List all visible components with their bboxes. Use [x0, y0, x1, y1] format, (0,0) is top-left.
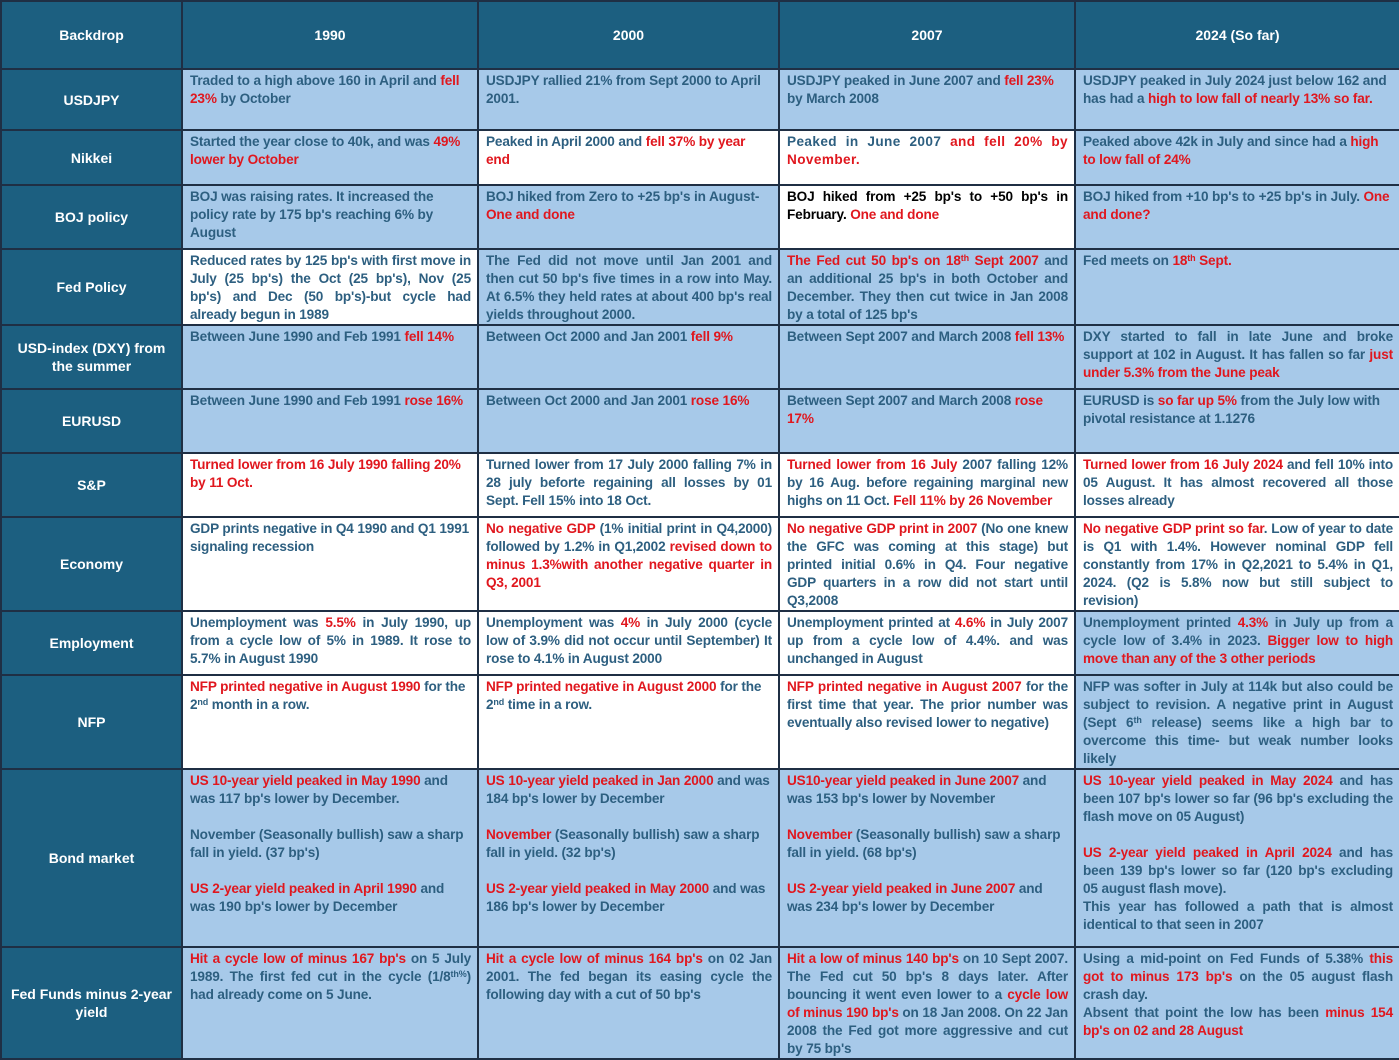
cell-nikkei-2007: Peaked in June 2007 and fell 20% by November. — [779, 130, 1075, 185]
cell-economy-2000: No negative GDP (1% initial print in Q4,2000) followed by 1.2% in Q1,2002 revised down to minus 1.3%with another negative quarter in Q3, 2001 — [478, 517, 779, 611]
cell-eurusd-2024: EURUSD is so far up 5% from the July low with pivotal resistance at 1.1276 — [1075, 389, 1399, 453]
header-1990: 1990 — [182, 1, 478, 69]
cell-ffspread-2024: Using a mid-point on Fed Funds of 5.38% this got to minus 173 bp's on the 05 august flash crash day. Absent that point the low has been minus 154 bp's on 02 and 28 August — [1075, 947, 1399, 1059]
cell-eurusd-2000: Between Oct 2000 and Jan 2001 rose 16% — [478, 389, 779, 453]
cell-employment-2007: Unemployment printed at 4.6% in July 2007 up from a cycle low of 4.4%. and was unchanged in August — [779, 611, 1075, 675]
cell-economy-2007: No negative GDP print in 2007 (No one knew the GFC was coming at this stage) but printed initial 0.6% in Q4. Four negative GDP quarters in a row did not start until Q3,2008 — [779, 517, 1075, 611]
cell-bond-2024: US 10-year yield peaked in May 2024 and has been 107 bp's lower so far (96 bp's excluding the flash move on 05 August) US 2-year yield peaked in April 2024 and has been 139 bp's lower so far (120 bp's excluding 05 august flash move). This year has followed a path that is almost identical to that seen in 2007 — [1075, 769, 1399, 947]
cell-boj-2024: BOJ hiked from +10 bp's to +25 bp's in July. One and done? — [1075, 185, 1399, 249]
header-2024: 2024 (So far) — [1075, 1, 1399, 69]
cell-eurusd-1990: Between June 1990 and Feb 1991 rose 16% — [182, 389, 478, 453]
cell-usdjpy-2024: USDJPY peaked in July 2024 just below 162 and has had a high to low fall of nearly 13% so far. — [1075, 69, 1399, 130]
cell-dxy-2007: Between Sept 2007 and March 2008 fell 13% — [779, 325, 1075, 389]
row-economy — [1, 517, 1399, 611]
cell-sp-1990: Turned lower from 16 July 1990 falling 20% by 11 Oct. — [182, 453, 478, 517]
cell-fed-2007: The Fed cut 50 bp's on 18th Sept 2007 and an additional 25 bp's in both October and December. They then cut twice in Jan 2008 by a total of 125 bp's — [779, 249, 1075, 325]
row-eurusd — [1, 389, 1399, 453]
cell-boj-1990: BOJ was raising rates. It increased the policy rate by 175 bp's reaching 6% by August — [182, 185, 478, 249]
row-label: S&P — [1, 453, 182, 517]
row-label: USD-index (DXY) from the summer — [1, 325, 182, 389]
row-bond-market — [1, 769, 1399, 947]
cell-sp-2024: Turned lower from 16 July 2024 and fell 10% into 05 August. It has almost recovered all those losses already — [1075, 453, 1399, 517]
cell-nfp-2024: NFP was softer in July at 114k but also could be subject to revision. A negative print in August (Sept 6th release) seems like a high bar to overcome this time- but weak number looks likely — [1075, 675, 1399, 769]
cell-sp-2007: Turned lower from 16 July 2007 falling 12% by 16 Aug. before regaining marginal new highs on 11 Oct. Fell 11% by 26 November — [779, 453, 1075, 517]
cell-nfp-2000: NFP printed negative in August 2000 for the 2nd time in a row. — [478, 675, 779, 769]
row-label: Employment — [1, 611, 182, 675]
cell-dxy-1990: Between June 1990 and Feb 1991 fell 14% — [182, 325, 478, 389]
row-label: NFP — [1, 675, 182, 769]
row-label: Fed Policy — [1, 249, 182, 325]
cell-nikkei-1990: Started the year close to 40k, and was 49% lower by October — [182, 130, 478, 185]
row-label: Bond market — [1, 769, 182, 947]
cell-usdjpy-2000: USDJPY rallied 21% from Sept 2000 to April 2001. — [478, 69, 779, 130]
cell-bond-1990: US 10-year yield peaked in May 1990 and was 117 bp's lower by December. November (Seasonally bullish) saw a sharp fall in yield. (37 bp's) US 2-year yield peaked in April 1990 and was 190 bp's lower by December — [182, 769, 478, 947]
row-sp — [1, 453, 1399, 517]
row-fed-policy — [1, 249, 1399, 325]
cell-fed-1990: Reduced rates by 125 bp's with first move in July (25 bp's) the Oct (25 bp's), Nov (25 bp's) and Dec (50 bp's)-but cycle had already begun in 1989 — [182, 249, 478, 325]
cell-boj-2007: BOJ hiked from +25 bp's to +50 bp's in February. One and done — [779, 185, 1075, 249]
row-employment — [1, 611, 1399, 675]
row-nfp — [1, 675, 1399, 769]
cell-dxy-2000: Between Oct 2000 and Jan 2001 fell 9% — [478, 325, 779, 389]
cell-ffspread-2000: Hit a cycle low of minus 164 bp's on 02 Jan 2001. The fed began its easing cycle the following day with a cut of 50 bp's — [478, 947, 779, 1059]
row-label: EURUSD — [1, 389, 182, 453]
cell-dxy-2024: DXY started to fall in late June and broke support at 102 in August. It has fallen so far just under 5.3% from the June peak — [1075, 325, 1399, 389]
row-label: Fed Funds minus 2-year yield — [1, 947, 182, 1059]
cell-ffspread-2007: Hit a low of minus 140 bp's on 10 Sept 2007. The Fed cut 50 bp's 8 days later. After bouncing it went even lower to a cycle low of minus 190 bp's on 18 Jan 2008. On 22 Jan 2008 the Fed got more aggressive and cut by 75 bp's — [779, 947, 1075, 1059]
header-row — [1, 1, 1399, 69]
cell-ffspread-1990: Hit a cycle low of minus 167 bp's on 5 July 1989. The first fed cut in the cycle $(1/8^{th\%})$ had already come on 5 June. — [182, 947, 478, 1059]
cell-employment-2000: Unemployment was 4% in July 2000 (cycle low of 3.9% did not occur until September) It rose to 4.1% in August 2000 — [478, 611, 779, 675]
row-usdjpy — [1, 69, 1399, 130]
cell-employment-1990: Unemployment was 5.5% in July 1990, up from a cycle low of 5% in 1989. It rose to 5.7% in August 1990 — [182, 611, 478, 675]
header-backdrop: Backdrop — [1, 1, 182, 69]
cell-nikkei-2000: Peaked in April 2000 and fell 37% by year end — [478, 130, 779, 185]
cell-sp-2000: Turned lower from 17 July 2000 falling 7% in 28 july beforte regaining all losses by 01 Sept. Fell 15% into 18 Oct. — [478, 453, 779, 517]
cell-economy-2024: No negative GDP print so far. Low of year to date is Q1 with 1.4%. However nominal GDP fell constantly from 17% in Q2,2021 to 5.4% in Q1, 2024. (Q2 is 5.8% now but still subject to revision) — [1075, 517, 1399, 611]
cell-usdjpy-2007: USDJPY peaked in June 2007 and fell 23% by March 2008 — [779, 69, 1075, 130]
cell-boj-2000: BOJ hiked from Zero to +25 bp's in August- One and done — [478, 185, 779, 249]
row-nikkei — [1, 130, 1399, 185]
cell-fed-2000: The Fed did not move until Jan 2001 and then cut 50 bp's five times in a row into May. At 6.5% they held rates at about 400 bp's real yields throughout 2000. — [478, 249, 779, 325]
cell-usdjpy-1990: Traded to a high above 160 in April and fell 23% by October — [182, 69, 478, 130]
row-boj — [1, 185, 1399, 249]
row-label: BOJ policy — [1, 185, 182, 249]
cell-nfp-2007: NFP printed negative in August 2007 for the first time that year. The prior number was eventually also revised lower to negative) — [779, 675, 1075, 769]
cell-eurusd-2007: Between Sept 2007 and March 2008 rose 17% — [779, 389, 1075, 453]
cell-nfp-1990: NFP printed negative in August 1990 for the 2nd month in a row. — [182, 675, 478, 769]
row-label: Nikkei — [1, 130, 182, 185]
row-label: Economy — [1, 517, 182, 611]
row-ff-spread — [1, 947, 1399, 1059]
header-2007: 2007 — [779, 1, 1075, 69]
cell-fed-2024: Fed meets on 18th Sept. — [1075, 249, 1399, 325]
cell-nikkei-2024: Peaked above 42k in July and since had a high to low fall of 24% — [1075, 130, 1399, 185]
header-2000: 2000 — [478, 1, 779, 69]
cell-employment-2024: Unemployment printed 4.3% in July up from a cycle low of 3.4% in 2023. Bigger low to high move than any of the 3 other periods — [1075, 611, 1399, 675]
row-dxy — [1, 325, 1399, 389]
cell-bond-2007: US10-year yield peaked in June 2007 and was 153 bp's lower by November November (Seasonally bullish) saw a sharp fall in yield. (68 bp's) US 2-year yield peaked in June 2007 and was 234 bp's lower by December — [779, 769, 1075, 947]
row-label: USDJPY — [1, 69, 182, 130]
cell-economy-1990: GDP prints negative in Q4 1990 and Q1 1991 signaling recession — [182, 517, 478, 611]
cell-bond-2000: US 10-year yield peaked in Jan 2000 and was 184 bp's lower by December November (Seasonally bullish) saw a sharp fall in yield. (32 bp's) US 2-year yield peaked in May 2000 and was 186 bp's lower by December — [478, 769, 779, 947]
